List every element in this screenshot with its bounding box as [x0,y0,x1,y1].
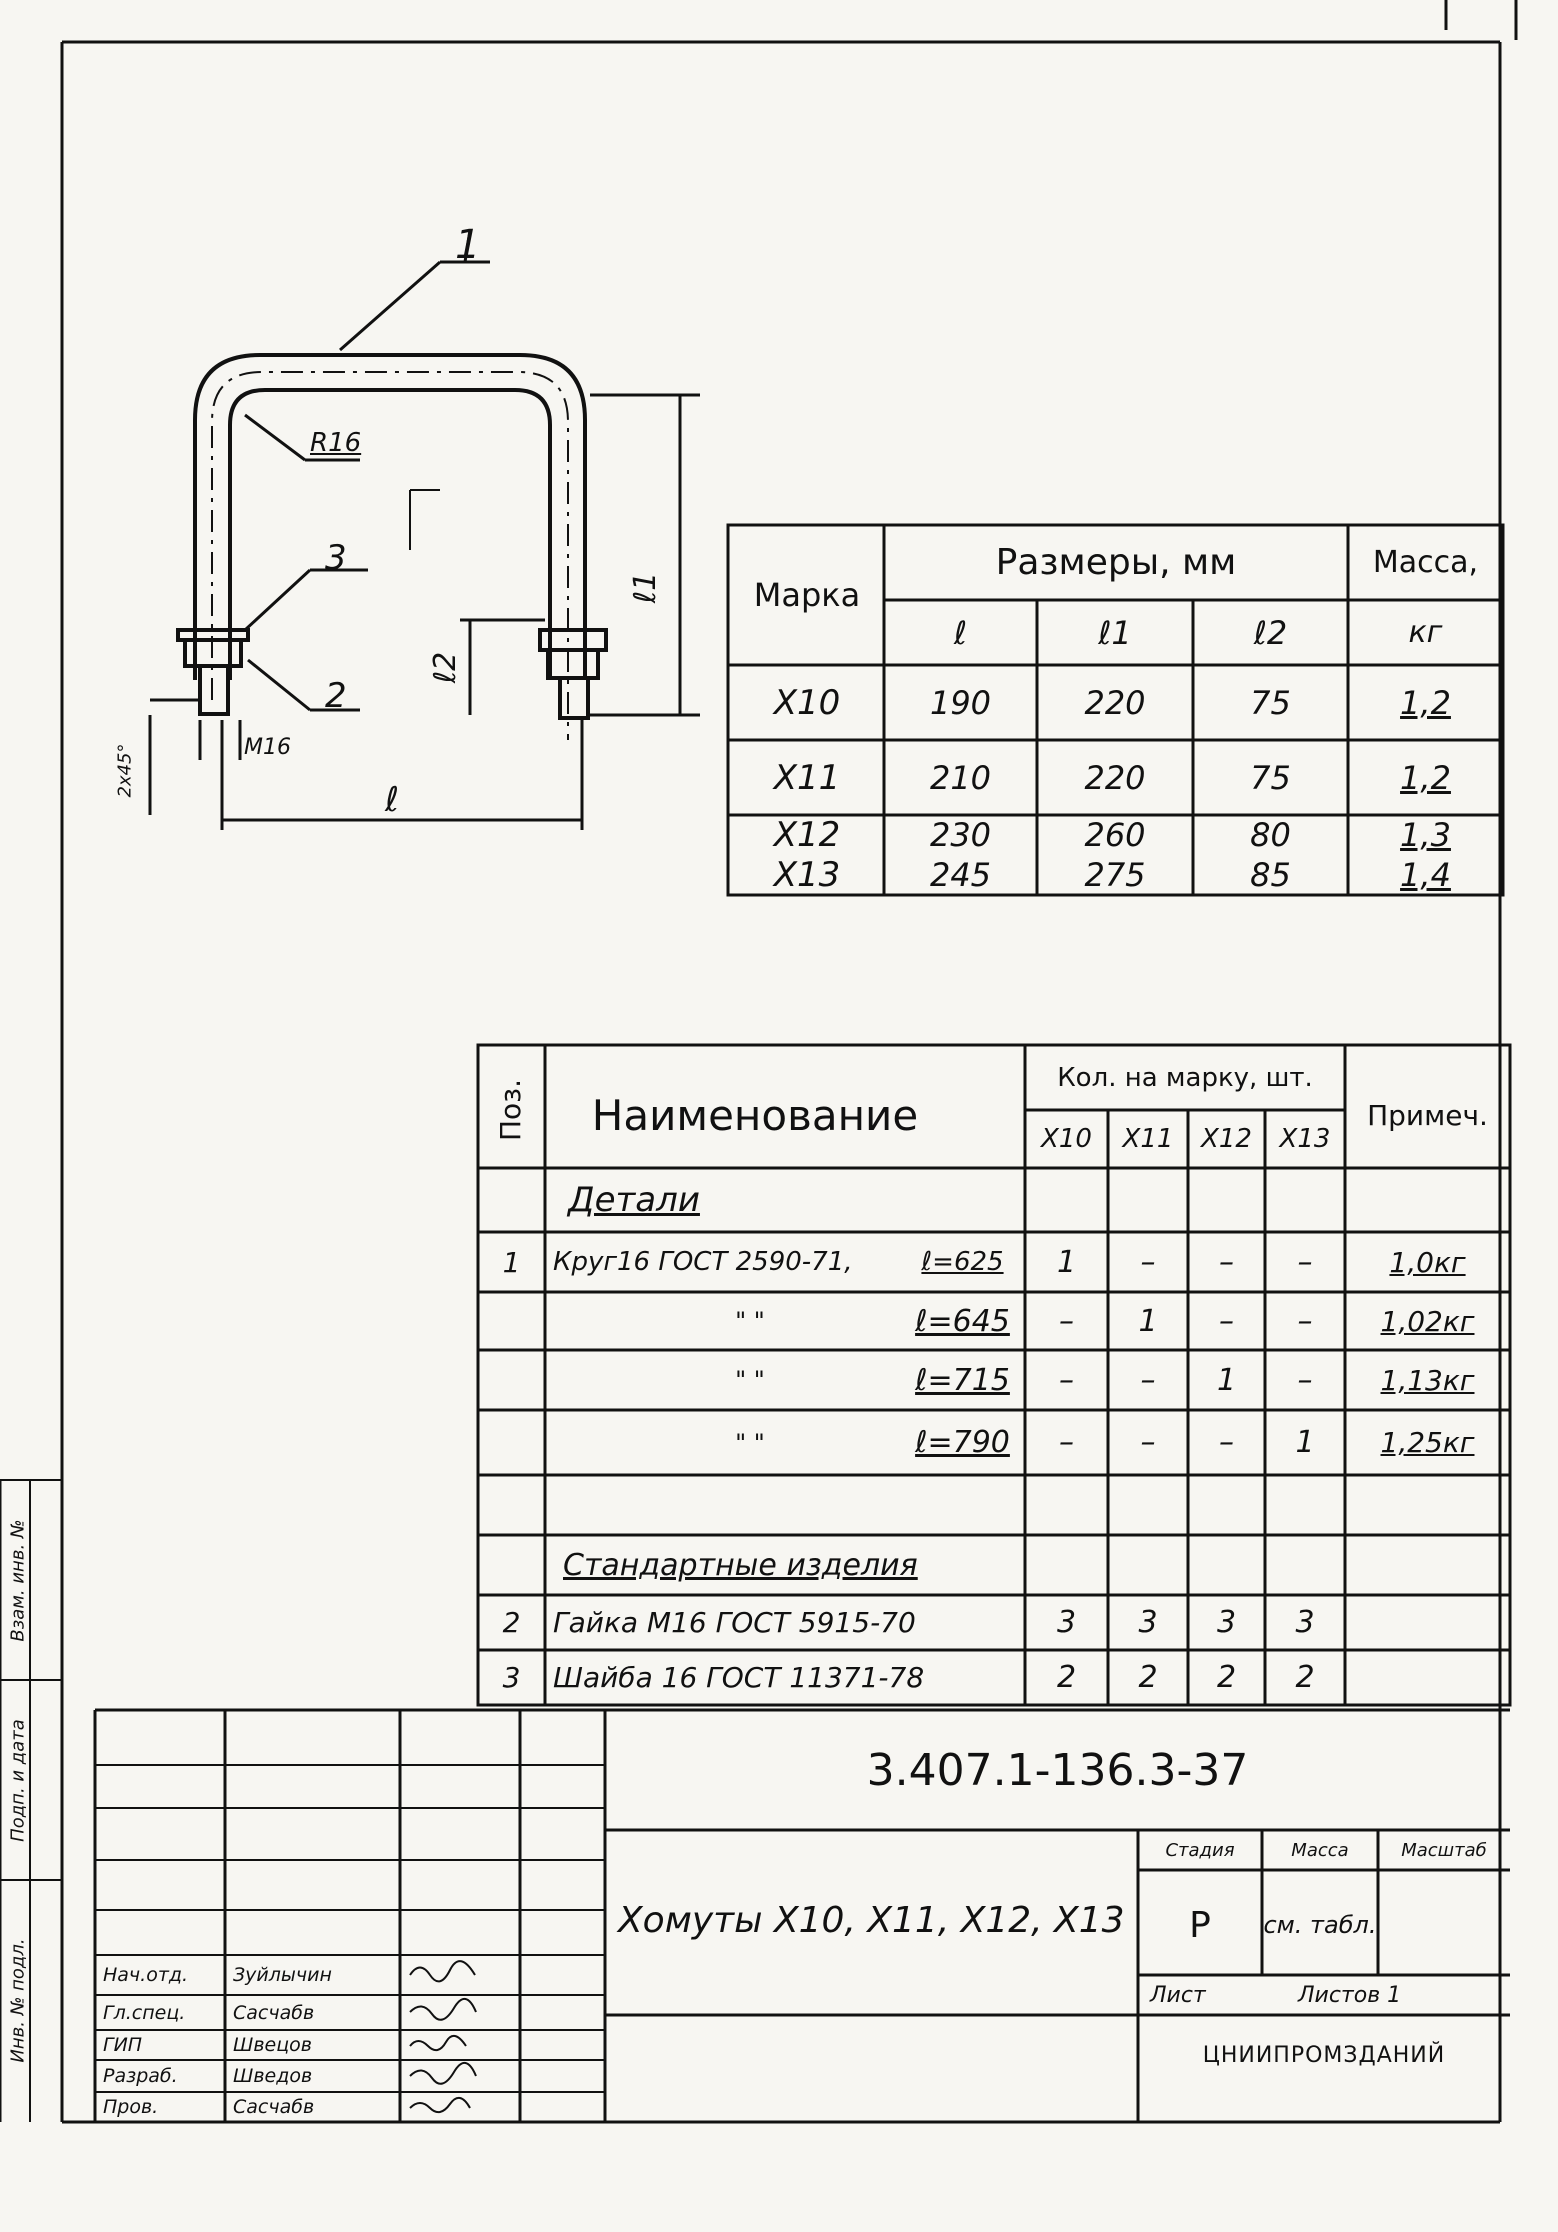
dim-row-mark: Х11 [773,757,841,798]
spec-row-qty: 1 [1056,1244,1077,1280]
dim-row-l2: 80 [1250,816,1291,854]
spec-row-qty: 2 [1295,1660,1315,1695]
spec-row-qty: – [1059,1362,1074,1398]
dim-row-mark: Х13 [773,855,841,895]
spec-row-qty: 3 [1138,1605,1158,1640]
thread-label: M16 [244,735,291,760]
spec-row-qty: 2 [1216,1660,1237,1695]
dim-row-mark: Х10 [773,682,841,723]
spec-qty-col: Х11 [1122,1124,1174,1154]
side-label-orig: Инв. № подл. [7,1938,29,2063]
dim-mass-unit: кг [1408,615,1443,650]
doc-number: 3.407.1-136.3-37 [866,1744,1249,1796]
spec-row-qty: – [1219,1244,1234,1280]
dim-row-l: 230 [929,816,992,854]
spec-row-pos: 1 [502,1245,521,1279]
dim-row-mass: 1,4 [1400,856,1451,894]
dim-row-mark: Х12 [773,815,841,855]
spec-section-std: Стандартные изделия [563,1547,918,1583]
dim-l-label: ℓ [385,780,400,820]
spec-row-qty: – [1140,1244,1156,1280]
side-label-inv: Взам. инв. № [7,1519,29,1642]
spec-row-length: ℓ=625 [921,1247,1004,1277]
spec-row-pos: 2 [502,1606,521,1639]
spec-row-qty: 3 [1216,1605,1237,1640]
spec-header-pos: Поз. [493,1079,527,1141]
role-label: Нач.отд. [103,1964,189,1986]
spec-header-name: Наименование [591,1090,919,1140]
dim-header-sizes: Размеры, мм [995,542,1237,583]
spec-row-qty: – [1140,1425,1156,1460]
spec-row-qty: 3 [1056,1605,1077,1640]
spec-row-qty: – [1059,1303,1074,1339]
spec-row-qty: – [1297,1303,1313,1339]
role-name: Сасчабв [233,2001,315,2024]
spec-header-qty: Кол. на марку, шт. [1057,1063,1313,1093]
spec-row-qty: 1 [1216,1362,1237,1398]
spec-row-note: 1,13кг [1380,1363,1475,1397]
spec-row-qty: – [1219,1303,1234,1339]
spec-row-name: " " [735,1366,765,1394]
stage-value: Р [1189,1904,1211,1946]
role-label: Пров. [103,2096,159,2118]
dim-col-l: ℓ [953,613,968,652]
dim-row-l1: 275 [1084,856,1146,894]
callout-1: 1 [455,222,481,268]
stage-label: Стадия [1165,1839,1235,1861]
dim-row-mass: 1,3 [1400,816,1451,854]
spec-row-qty: – [1140,1362,1156,1398]
dim-l1-label: ℓ1 [628,571,664,604]
dim-l2-label: ℓ2 [428,651,464,684]
spec-row-qty: – [1059,1425,1074,1460]
spec-row-qty: – [1219,1425,1234,1460]
mass-value: см. табл. [1263,1911,1377,1939]
mass-label: Масса [1291,1839,1349,1861]
sheet-label: Лист [1150,1982,1206,2008]
dim-row-l1: 260 [1084,816,1146,854]
spec-row-note: 1,25кг [1380,1426,1475,1459]
spec-row-name: " " [735,1307,765,1335]
spec-header-note: Примеч. [1367,1098,1488,1132]
dim-row-l1: 220 [1084,683,1146,722]
dim-header-mark: Марка [753,576,861,614]
dim-col-l1: ℓ1 [1098,613,1132,652]
dim-header-mass: Масса, [1372,545,1479,580]
spec-row-note: 1,02кг [1380,1304,1475,1338]
dim-row-l2: 75 [1250,683,1291,722]
dim-row-mass: 1,2 [1400,683,1451,722]
spec-row-qty: – [1297,1362,1313,1398]
spec-row-qty: 1 [1295,1425,1315,1460]
role-name: Швецов [233,2034,312,2056]
side-label-sign: Подп. и дата [7,1719,29,1842]
spec-row-name: Гайка М16 ГОСТ 5915-70 [553,1606,916,1639]
scale-label: Масштаб [1401,1839,1487,1861]
spec-qty-col: Х10 [1041,1124,1092,1154]
spec-row-name: Круг16 ГОСТ 2590-71, [553,1247,853,1277]
dim-row-l: 245 [929,856,992,894]
dim-row-l2: 75 [1250,758,1291,797]
role-label: ГИП [103,2034,143,2056]
spec-row-qty: 3 [1295,1605,1315,1640]
spec-row-name: " " [735,1428,765,1457]
role-label: Разраб. [103,2065,178,2087]
dim-row-l2: 85 [1250,856,1291,894]
role-label: Гл.спец. [103,2001,186,2024]
spec-row-length: ℓ=790 [915,1425,1010,1460]
dim-row-l: 210 [929,758,992,797]
chamfer-label: 2x45° [114,743,136,798]
dim-row-l: 190 [929,683,992,722]
spec-row-pos: 3 [502,1661,521,1694]
spec-row-qty: 2 [1138,1660,1158,1695]
spec-row-qty: – [1297,1244,1313,1280]
spec-row-length: ℓ=645 [915,1303,1010,1339]
role-name: Сасчабв [233,2096,315,2118]
organization: ЦНИИПРОМЗДАНИЙ [1202,2042,1446,2068]
spec-row-name: Шайба 16 ГОСТ 11371-78 [553,1661,925,1694]
spec-qty-col: Х12 [1201,1124,1252,1154]
sheets-count: Листов 1 [1298,1982,1402,2008]
spec-row-length: ℓ=715 [915,1362,1010,1398]
radius-label: R16 [310,428,362,458]
callout-3: 3 [325,538,347,578]
spec-row-qty: 2 [1056,1660,1077,1695]
spec-section-parts: Детали [568,1180,700,1220]
spec-row-qty: 1 [1138,1303,1158,1339]
document-title: Хомуты Х10, Х11, Х12, Х13 [618,1899,1125,1941]
role-name: Зуйлычин [233,1964,332,1986]
callout-2: 2 [325,676,347,716]
role-name: Шведов [233,2065,313,2087]
spec-qty-col: Х13 [1279,1124,1331,1154]
dim-row-l1: 220 [1084,758,1146,797]
dim-row-mass: 1,2 [1400,758,1451,797]
spec-row-note: 1,0кг [1389,1245,1466,1279]
dim-col-l2: ℓ2 [1253,613,1288,652]
